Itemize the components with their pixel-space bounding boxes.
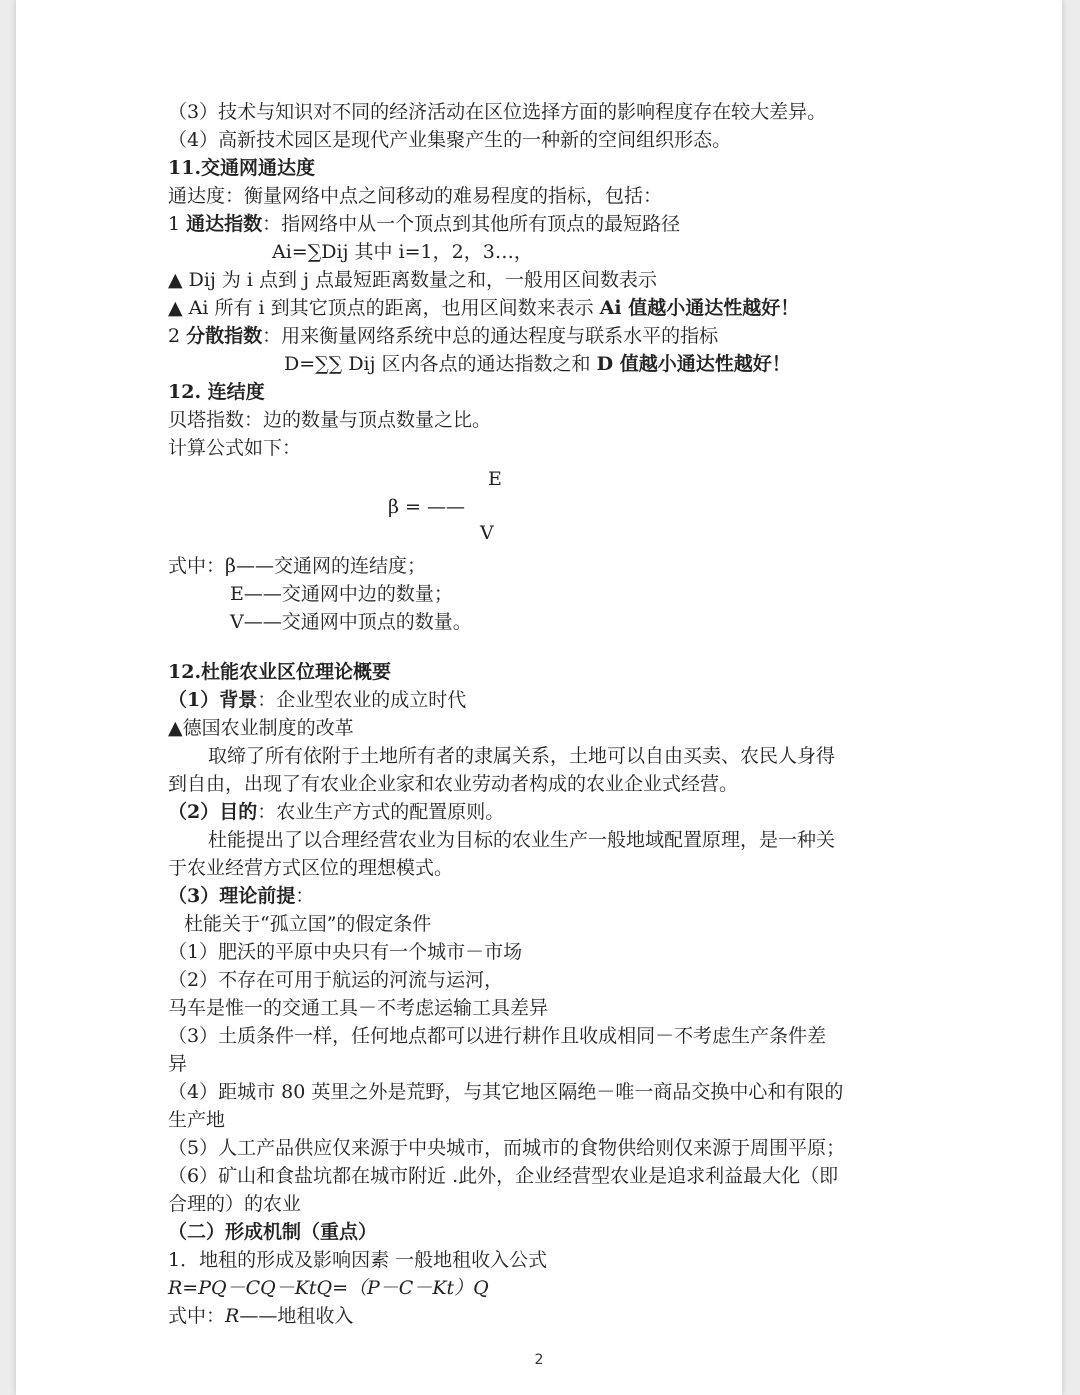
- text: ：用来衡量网络系统中总的通达程度与联系水平的指标: [262, 325, 719, 347]
- text-line: [168, 798, 918, 826]
- formula: D=∑∑ Dij 区内各点的通达指数之和: [284, 353, 597, 375]
- variable: R: [225, 1305, 240, 1327]
- text-line: [168, 854, 918, 882]
- text-line: [168, 1302, 918, 1330]
- text: （6）矿山和食盐坑都在城市附近 .此外，企业经营型农业是追求利益最大化（即: [168, 1165, 839, 1187]
- text-line: [168, 1078, 918, 1106]
- text: 杜能提出了以合理经营农业为目标的农业生产一般地域配置原理，是一种关: [208, 829, 836, 851]
- formula: Ai=∑Dij 其中 i=1，2，3…，: [272, 241, 533, 263]
- text: 1: [168, 213, 187, 235]
- text: V——交通网中顶点的数量。: [230, 611, 472, 633]
- text: 杜能关于“孤立国”的假定条件: [184, 913, 432, 935]
- section-heading: [168, 658, 918, 686]
- formula-fraction: β = ——: [388, 496, 465, 518]
- text: 式中：: [168, 1305, 226, 1327]
- heading-text: 12.杜能农业区位理论概要: [168, 661, 392, 683]
- page-content: [168, 98, 918, 1330]
- beta-formula: [168, 462, 918, 552]
- text: ▲德国农业制度的改革: [168, 717, 354, 739]
- document-page: [16, 0, 1062, 1395]
- text-line: [168, 686, 918, 714]
- text: ▲ Dij 为 i 点到 j 点最短距离数量之和，一般用区间数表示: [168, 269, 658, 291]
- text: 1．地租的形成及影响因素 一般地租收入公式: [168, 1249, 548, 1271]
- text-line: [168, 294, 918, 322]
- text-line: [168, 910, 918, 938]
- text: ：农业生产方式的配置原则。: [257, 801, 505, 823]
- text-line: [168, 826, 918, 854]
- text-line: [168, 580, 918, 608]
- formula-line: [168, 1274, 918, 1302]
- text-line: [168, 266, 918, 294]
- text: ：: [295, 885, 315, 907]
- text-line: [168, 966, 918, 994]
- formula: R=PQ－CQ－KtQ=（P－C－Kt）Q: [168, 1277, 489, 1299]
- section-heading: [168, 1218, 918, 1246]
- text-line: [168, 1022, 918, 1050]
- heading-text: 11.交通网通达度: [168, 157, 316, 179]
- formula-line: [168, 238, 918, 266]
- text-line: [168, 1134, 918, 1162]
- text: （4）高新技术园区是现代产业集聚产生的一种新的空间组织形态。: [168, 129, 732, 151]
- text-line: [168, 742, 918, 770]
- text: 2: [168, 325, 187, 347]
- text: 通达度：衡量网络中点之间移动的难易程度的指标，包括：: [168, 185, 663, 207]
- text: 取缔了所有依附于土地所有者的隶属关系，土地可以自由买卖、农民人身得: [208, 745, 836, 767]
- text: ——地租收入: [239, 1305, 354, 1327]
- text: 式中：β——交通网的连结度；: [168, 555, 426, 577]
- subheading: （3）理论前提: [168, 885, 296, 907]
- text-line: [168, 1106, 918, 1134]
- section-heading: [168, 378, 918, 406]
- text-line: [168, 1246, 918, 1274]
- section-heading: [168, 154, 918, 182]
- text-line: [168, 938, 918, 966]
- text-line: [168, 434, 918, 462]
- text: ▲ Ai 所有 i 到其它顶点的距离，也用区间数来表示: [168, 297, 600, 319]
- text: 到自由，出现了有农业企业家和农业劳动者构成的农业企业式经营。: [168, 773, 739, 795]
- formula-numerator: E: [488, 468, 502, 490]
- text: E——交通网中边的数量；: [230, 583, 453, 605]
- text-line: [168, 1162, 918, 1190]
- text: 异: [168, 1053, 188, 1075]
- text: 计算公式如下：: [168, 437, 302, 459]
- term: 通达指数: [186, 213, 263, 235]
- page-number: 2: [534, 1352, 544, 1368]
- text: ：指网络中从一个顶点到其他所有顶点的最短路径: [262, 213, 681, 235]
- subheading: （2）目的: [168, 801, 258, 823]
- text: （4）距城市 80 英里之外是荒野，与其它地区隔绝－唯一商品交换中心和有限的: [168, 1081, 844, 1103]
- text: （1）肥沃的平原中央只有一个城市－市场: [168, 941, 523, 963]
- text-line: [168, 552, 918, 580]
- text-line: [168, 322, 918, 350]
- text: ：企业型农业的成立时代: [257, 689, 467, 711]
- text-line: [168, 994, 918, 1022]
- text-line: [168, 182, 918, 210]
- text-line: [168, 770, 918, 798]
- text-line: [168, 714, 918, 742]
- text: （2）不存在可用于航运的河流与运河，: [168, 969, 504, 991]
- text: 马车是惟一的交通工具－不考虑运输工具差异: [168, 997, 549, 1019]
- text: （3）技术与知识对不同的经济活动在区位选择方面的影响程度存在较大差异。: [168, 101, 827, 123]
- text-line: [168, 126, 918, 154]
- text: （5）人工产品供应仅来源于中央城市，而城市的食物供给则仅来源于周围平原；: [168, 1137, 846, 1159]
- text: （3）土质条件一样，任何地点都可以进行耕作且收成相同－不考虑生产条件差: [168, 1025, 827, 1047]
- text-line: [168, 882, 918, 910]
- heading-text: （二）形成机制（重点）: [168, 1221, 378, 1243]
- term: 分散指数: [186, 325, 263, 347]
- text-line: [168, 210, 918, 238]
- text-line: [168, 98, 918, 126]
- emphasis: D 值越小通达性越好！: [596, 353, 791, 375]
- subheading: （1）背景: [168, 689, 258, 711]
- text: 生产地: [168, 1109, 226, 1131]
- text-line: [168, 1190, 918, 1218]
- formula-line: [168, 350, 918, 378]
- text-line: [168, 1050, 918, 1078]
- heading-text: 12. 连结度: [168, 381, 265, 403]
- formula-denominator: V: [480, 522, 494, 544]
- text: 贝塔指数：边的数量与顶点数量之比。: [168, 409, 492, 431]
- text: 合理的）的农业: [168, 1193, 302, 1215]
- text-line: [168, 406, 918, 434]
- emphasis: Ai 值越小通达性越好！: [599, 297, 800, 319]
- text-line: [168, 608, 918, 636]
- spacer: [168, 636, 918, 658]
- text: 于农业经营方式区位的理想模式。: [168, 857, 454, 879]
